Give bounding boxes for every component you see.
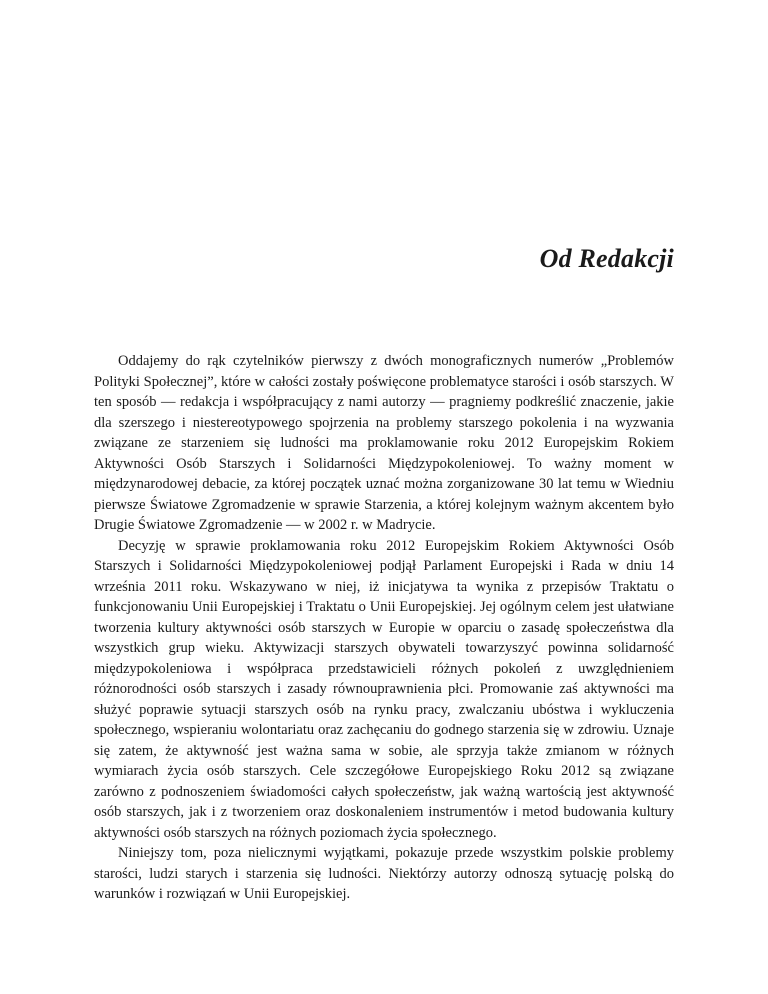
paragraph-2: Decyzję w sprawie proklamowania roku 2012 Europejskim Rokiem Aktywności Osób Starszych i Solidarności Międzypokoleniowej podjął Parlament Europejski i Rada w dniu 14 września 2011 roku. Wskazywano w niej, iż inicjatywa ta wynika z przepisów Traktatu o funkcjonowaniu Unii Europejskiej i Traktatu o Unii Europejskiej. Jej ogólnym celem jest ułatwiane tworzenia kultury aktywności osób starszych w Europie w oparciu o zasadę społeczeństwa dla wszystkich grup wieku. Aktywizacji starszych obywateli towarzyszyć powinna solidarność międzypokoleniowa i współpraca przedstawicieli różnych pokoleń z uwzględnieniem różnorodności osób starszych i zasady równouprawnienia płci. Promowanie zaś aktywności ma służyć poprawie sytuacji starszych osób na rynku pracy, zwalczaniu ubóstwa i wykluczenia społecznego, wspieraniu wolontariatu oraz zachęcaniu do godnego starzenia się w zdrowiu. Uznaje się zatem, że aktywność jest ważna sama w sobie, ale sprzyja także zmianom w różnych wymiarach życia osób starszych. Cele szczegółowe Europejskiego Roku 2012 są związane zarówno z podnoszeniem świadomości całych społeczeństw, jak ważną wartością jest aktywność osób starszych, jak i z tworzeniem oraz doskonaleniem instrumentów i metod budowania kultury aktywności osób starszych na różnych poziomach życia społecznego. <box>94 537 674 841</box>
paragraph-3: Niniejszy tom, poza nielicznymi wyjątkami, pokazuje przede wszystkim polskie problemy starości, ludzi starych i starzenia się ludności. Niektórzy autorzy odnoszą sytuację polską do warunków i rozwiązań w Unii Europejskiej. <box>94 845 674 902</box>
paragraph-1: Oddajemy do rąk czytelników pierwszy z dwóch monograficznych numerów „Problemów Polityki Społecznej”, które w całości zostały poświęcone problematyce starości i osób starszych. W ten sposób — redakcja i współpracujący z nami autorzy — pragniemy podkreślić znaczenie, jakie dla szerszego i niestereotypowego spojrzenia na problemy starszego pokolenia i na wyzwania związane ze starzeniem się ludności ma proklamowanie roku 2012 Europejskim Rokiem Aktywności Osób Starszych i Solidarności Międzypokoleniowej. To ważny moment w międzynarodowej debacie, za której początek uznać można zorganizowane 30 lat temu w Wiedniu pierwsze Światowe Zgromadzenie w sprawie Starzenia, a której kolejnym ważnym akcentem było Drugie Światowe Zgromadzenie — w 2002 r. w Madrycie. <box>94 353 674 533</box>
page-title: Od Redakcji <box>539 244 674 273</box>
article-body <box>94 351 674 905</box>
